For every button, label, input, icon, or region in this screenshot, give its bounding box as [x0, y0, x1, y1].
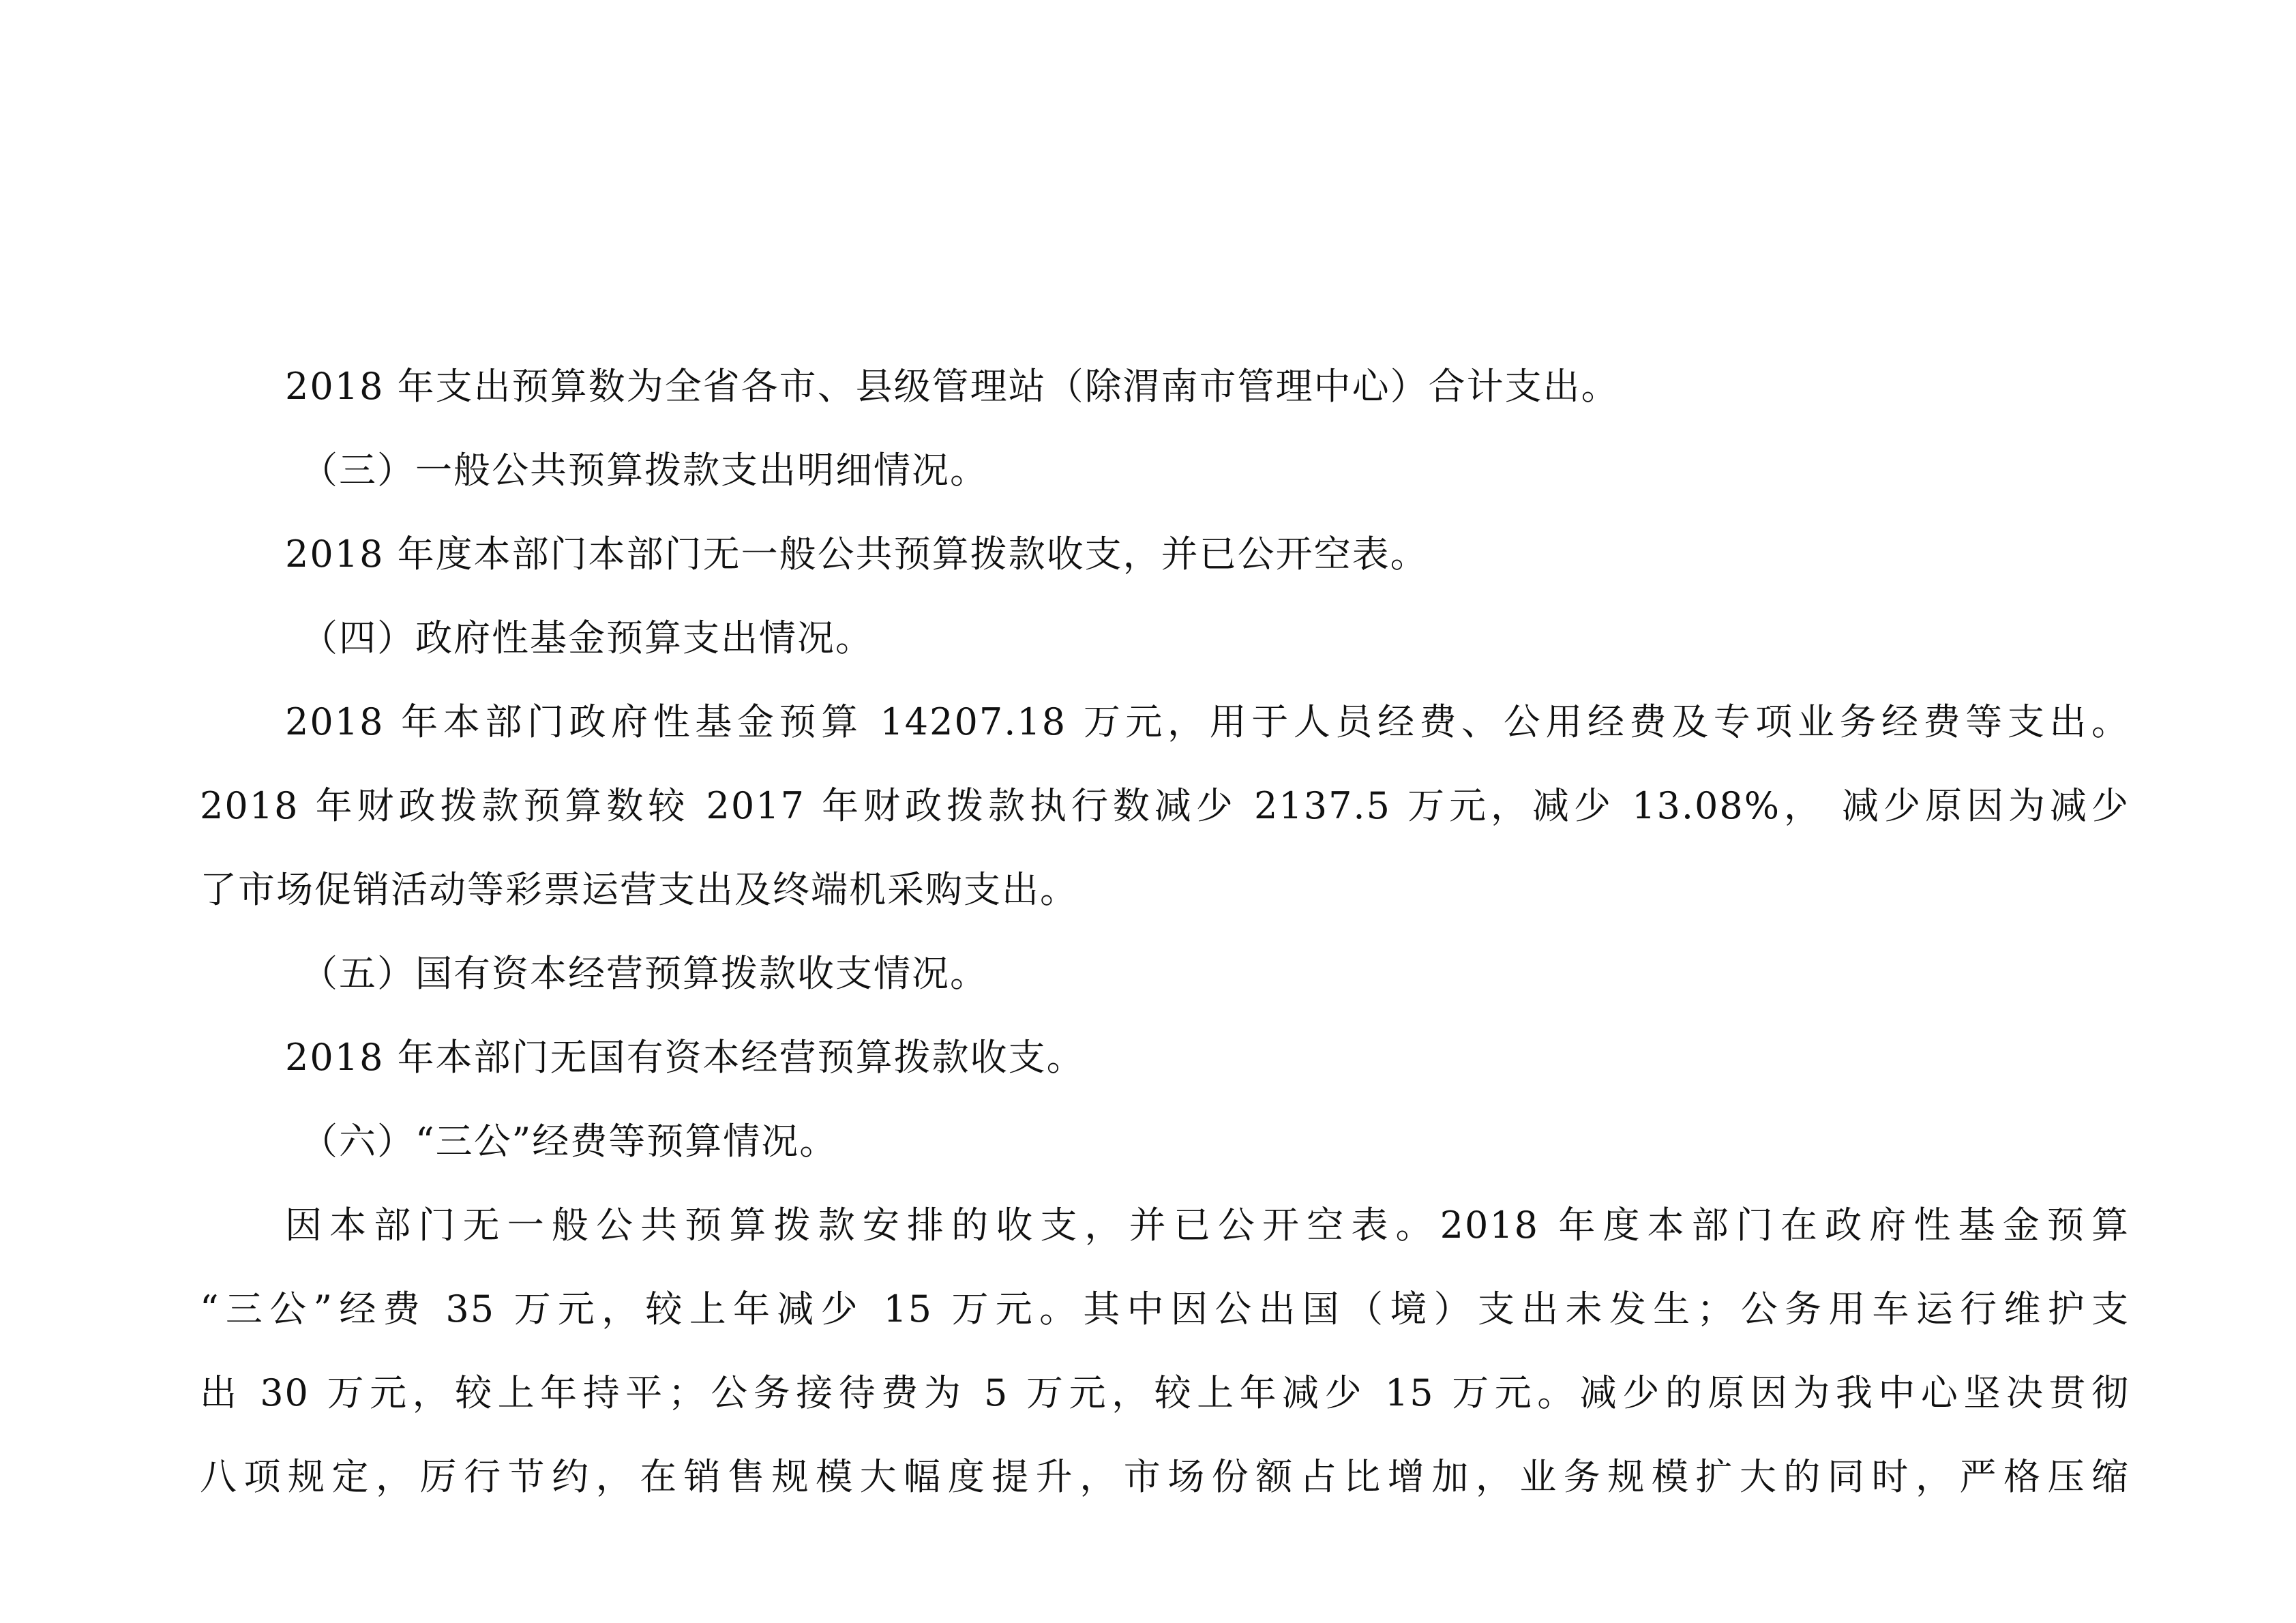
paragraph-state-capital: 2018 年本部门无国有资本经营预算拨款收支。 [285, 1036, 1085, 1079]
paragraph-three-public-line-1: 因本部门无一般公共预算拨款安排的收支，并已公开空表。2018 年度本部门在政府性基金预算 [285, 1204, 2130, 1247]
paragraph-three-public-line-2: “三公”经费 35 万元，较上年减少 15 万元。其中因公出国（境）支出未发生；公务用车运行维护支 [200, 1287, 2130, 1330]
paragraph-fund-budget-line-1: 2018 年本部门政府性基金预算 14207.18 万元，用于人员经费、公用经费及专项业务经费等支出。 [285, 700, 2130, 743]
paragraph-fund-budget-line-2: 2018 年财政拨款预算数较 2017 年财政拨款执行数减少 2137.5 万元，减少 13.08%， 减少原因为减少 [200, 784, 2130, 827]
paragraph-three-public-line-4: 八项规定，厉行节约，在销售规模大幅度提升，市场份额占比增加，业务规模扩大的同时，严格压缩 [200, 1455, 2130, 1498]
section-heading-6: （六）“三公”经费等预算情况。 [301, 1120, 838, 1163]
section-heading-4: （四）政府性基金预算支出情况。 [301, 616, 874, 659]
paragraph-general-budget: 2018 年度本部门本部门无一般公共预算拨款收支，并已公开空表。 [285, 533, 1429, 576]
paragraph-fund-budget-line-3: 了市场促销活动等彩票运营支出及终端机采购支出。 [200, 868, 1078, 911]
paragraph-three-public-line-3: 出 30 万元，较上年持平；公务接待费为 5 万元，较上年减少 15 万元。减少的原因为我中心坚决贯彻 [200, 1371, 2130, 1414]
paragraph-expenditure-budget: 2018 年支出预算数为全省各市、县级管理站（除渭南市管理中心）合计支出。 [285, 365, 1620, 408]
section-heading-3: （三）一般公共预算拨款支出明细情况。 [301, 449, 988, 492]
section-heading-5: （五）国有资本经营预算拨款收支情况。 [301, 952, 988, 995]
document-body [200, 344, 2130, 1519]
